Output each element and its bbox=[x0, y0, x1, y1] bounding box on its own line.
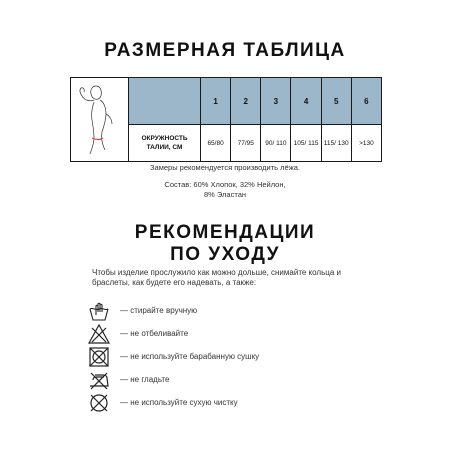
size-5: 5 bbox=[321, 78, 351, 125]
waist-value-1: 65/80 bbox=[201, 125, 231, 162]
care-text-no-bleach: — не отбеливайте bbox=[120, 329, 189, 338]
hand-wash-icon bbox=[88, 300, 110, 322]
no-dry-clean-icon bbox=[88, 392, 110, 414]
care-list bbox=[88, 300, 368, 414]
care-item-no-tumble-dry bbox=[88, 346, 368, 368]
care-item-no-iron bbox=[88, 369, 368, 391]
waist-value-6: >130 bbox=[351, 125, 381, 162]
size-header-row bbox=[71, 78, 382, 125]
care-text-hand-wash: — стирайте вручную bbox=[120, 306, 198, 315]
no-iron-icon bbox=[88, 369, 110, 391]
no-bleach-icon bbox=[88, 323, 110, 345]
body-figure bbox=[71, 78, 129, 162]
waist-value-5: 115/ 130 bbox=[321, 125, 351, 162]
care-item-no-dry-clean bbox=[88, 392, 368, 414]
composition bbox=[0, 180, 450, 200]
size-table bbox=[70, 77, 382, 162]
size-6: 6 bbox=[351, 78, 381, 125]
waist-label: ОКРУЖНОСТЬ ТАЛИИ, СМ bbox=[129, 125, 201, 162]
composition-line-2: 8% Эластан bbox=[203, 190, 247, 199]
care-title bbox=[0, 222, 450, 266]
waist-value-3: 90/ 110 bbox=[261, 125, 291, 162]
care-text-no-tumble-dry: — не используйте барабанную сушку bbox=[120, 352, 260, 361]
page-title: РАЗМЕРНАЯ ТАБЛИЦА bbox=[104, 40, 346, 61]
care-text-no-iron: — не гладьте bbox=[120, 375, 170, 384]
composition-line-1: Состав: 60% Хлопок, 32% Нейлон, bbox=[164, 180, 286, 189]
care-intro: Чтобы изделие прослужило как можно дольше, снимайте кольца и браслеты, как будете его надевать, а также: bbox=[92, 268, 341, 287]
size-2: 2 bbox=[231, 78, 261, 125]
size-1: 1 bbox=[201, 78, 231, 125]
body-figure-icon bbox=[72, 78, 128, 156]
header-label-cell bbox=[129, 78, 201, 125]
care-text-no-dry-clean: — не используйте сухую чистку bbox=[120, 398, 238, 407]
measure-note: Замеры рекомендуется производить лёжа. bbox=[150, 163, 300, 172]
care-item-hand-wash bbox=[88, 300, 368, 322]
size-3: 3 bbox=[261, 78, 291, 125]
no-tumble-dry-icon bbox=[88, 346, 110, 368]
waist-value-4: 105/ 115 bbox=[291, 125, 321, 162]
care-title-line-2: ПО УХОДУ bbox=[170, 244, 280, 265]
care-item-no-bleach bbox=[88, 323, 368, 345]
waist-value-2: 77/95 bbox=[231, 125, 261, 162]
size-4: 4 bbox=[291, 78, 321, 125]
care-title-line-1: РЕКОМЕНДАЦИИ bbox=[134, 222, 316, 243]
